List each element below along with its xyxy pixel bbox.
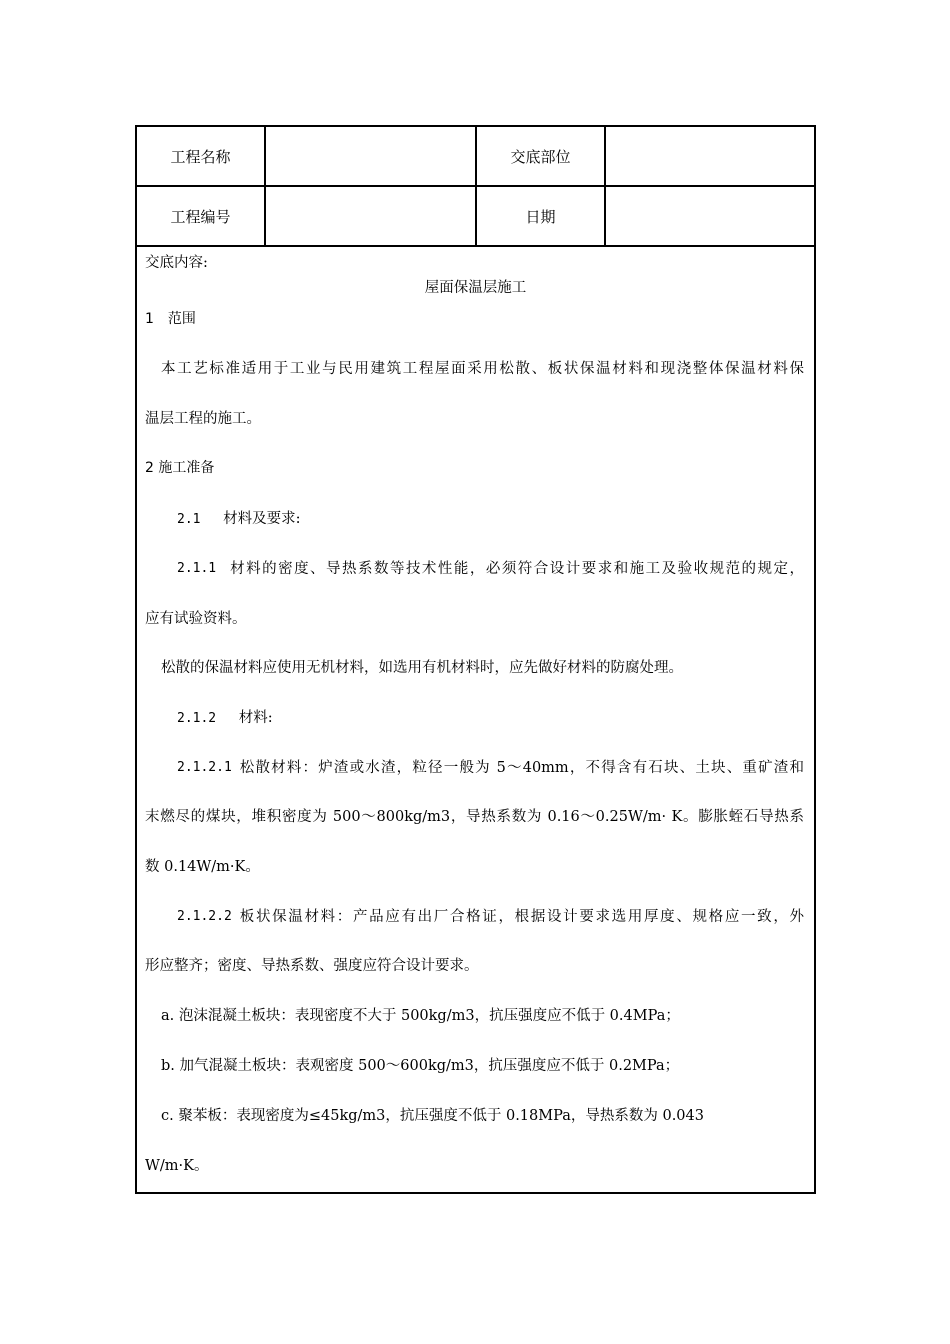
section-2-1-2-2 <box>177 907 804 927</box>
date-label: 日期 <box>477 187 606 245</box>
location-field[interactable] <box>606 127 814 185</box>
section-2-1-number: 2.1 <box>177 512 201 527</box>
section-2-1-2-1 <box>177 758 804 778</box>
section-2-1-2-2-text: 板状保温材料：产品应有出厂合格证，根据设计要求选用厚度、规格应一致，外 <box>239 909 804 925</box>
list-item-b: b. 加气混凝土板块：表观密度 500～600kg/m3，抗压强度应不低于 0.2MPa； <box>161 1058 680 1074</box>
section-2-1-text: 材料及要求: <box>223 511 301 527</box>
section-2-1-2-2-number: 2.1.2.2 <box>177 909 232 924</box>
section-2-1-1 <box>177 559 804 579</box>
header-row-2 <box>137 187 814 247</box>
location-label: 交底部位 <box>477 127 606 185</box>
disclosure-content <box>137 247 814 1192</box>
project-name-label: 工程名称 <box>137 127 266 185</box>
list-item-c-cont: W/m·K。 <box>145 1158 209 1174</box>
section-2-1-1-cont: 应有试验资料。 <box>145 611 247 627</box>
document-title: 屋面保温层施工 <box>424 280 527 296</box>
section-2-1-2-text: 材料: <box>238 710 273 726</box>
section-2-1-2-1-text: 松散材料：炉渣或水渣，粒径一般为 5～40mm，不得含有石块、土块、重矿渣和 <box>239 760 804 776</box>
header-row-1 <box>137 127 814 187</box>
section-1-paragraph: 本工艺标准适用于工业与民用建筑工程屋面采用松散、板状保温材料和现浇整体保温材料保 <box>161 361 804 377</box>
section-2-1-2 <box>177 708 273 729</box>
section-2-1 <box>177 509 300 530</box>
loose-material-note: 松散的保温材料应使用无机材料，如选用有机材料时，应先做好材料的防腐处理。 <box>161 660 683 676</box>
intro-label: 交底内容: <box>145 255 208 271</box>
section-2-heading: 2 施工准备 <box>145 460 215 476</box>
section-2-1-2-2-cont: 形应整齐；密度、导热系数、强度应符合设计要求。 <box>145 958 479 974</box>
list-item-a: a. 泡沫混凝土板块：表现密度不大于 500kg/m3，抗压强度应不低于 0.4MPa； <box>161 1008 680 1024</box>
project-no-label: 工程编号 <box>137 187 266 245</box>
section-2-1-2-1-cont: 末燃尽的煤块，堆积密度为 500～800kg/m3，导热系数为 0.16～0.25W/m· K。膨胀蛭石导热系 <box>145 809 804 825</box>
project-name-field[interactable] <box>266 127 477 185</box>
section-2-1-2-number: 2.1.2 <box>177 711 217 726</box>
list-item-c: c. 聚苯板：表现密度为≤45kg/m3，抗压强度不低于 0.18MPa，导热系数为 0.043 <box>161 1108 704 1124</box>
section-2-1-1-text: 材料的密度、导热系数等技术性能，必须符合设计要求和施工及验收规范的规定， <box>230 561 804 577</box>
section-2-1-2-1-cont-2: 数 0.14W/m·K。 <box>145 859 260 875</box>
section-1-paragraph-cont: 温层工程的施工。 <box>145 411 261 427</box>
disclosure-form <box>135 125 816 1194</box>
project-no-field[interactable] <box>266 187 477 245</box>
section-1-heading: 1 范围 <box>145 311 196 327</box>
section-2-1-1-number: 2.1.1 <box>177 561 217 576</box>
section-2-1-2-1-number: 2.1.2.1 <box>177 760 232 775</box>
date-field[interactable] <box>606 187 814 245</box>
